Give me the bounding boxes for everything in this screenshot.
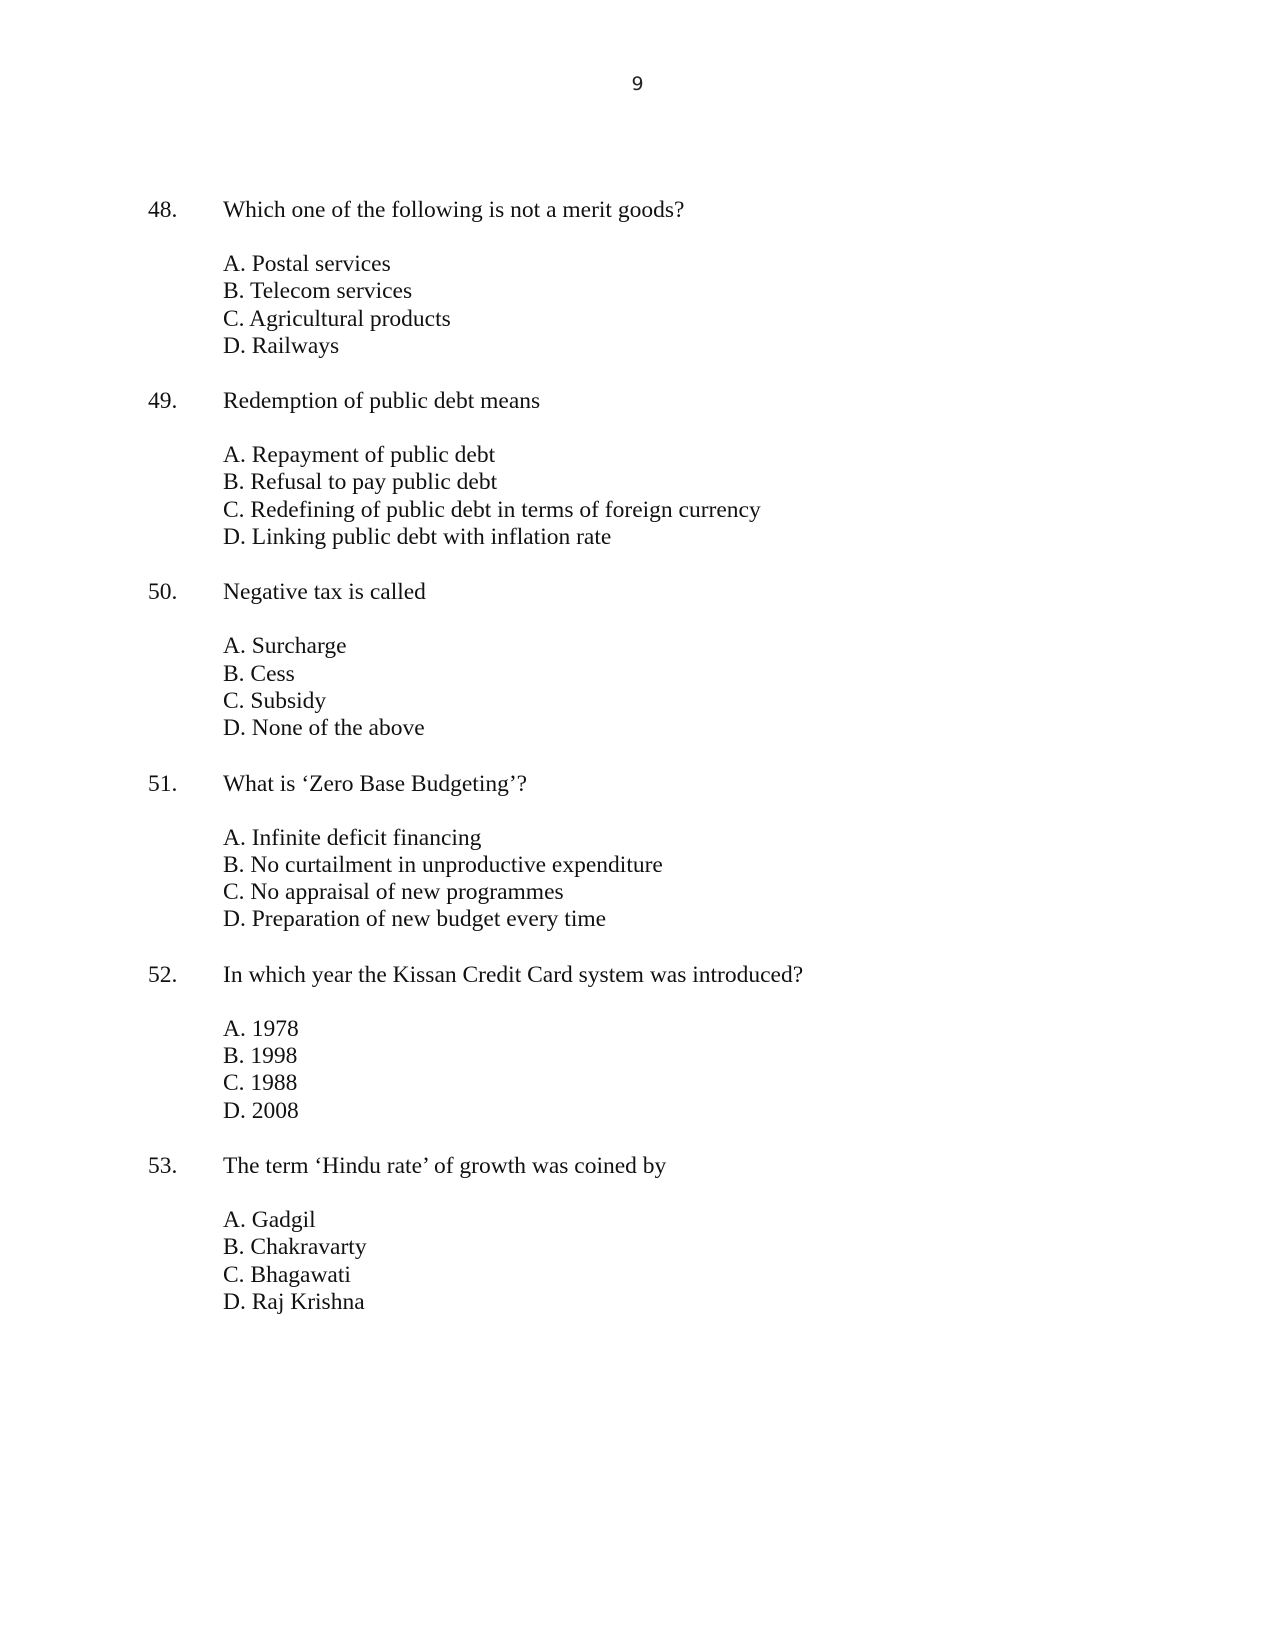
option-d: D. Railways — [223, 332, 340, 359]
option-a: A. Gadgil — [223, 1206, 316, 1233]
question-number: 53. — [148, 1152, 178, 1179]
option-c: C. No appraisal of new programmes — [223, 879, 564, 906]
question-number: 52. — [148, 961, 178, 988]
option-a: A. Infinite deficit financing — [223, 824, 482, 851]
option-list — [223, 825, 1148, 934]
option-list — [223, 251, 1148, 360]
question-51 — [148, 770, 1148, 961]
question-number: 48. — [148, 197, 178, 223]
option-d: D. Raj Krishna — [223, 1288, 365, 1315]
question-text: Negative tax is called — [223, 579, 426, 606]
question-49 — [148, 387, 1148, 578]
option-list — [223, 1207, 1148, 1316]
question-52 — [148, 961, 1148, 1152]
option-c: C. Redefining of public debt in terms of foreign currency — [223, 496, 761, 523]
question-number: 50. — [148, 579, 178, 606]
option-d: D. None of the above — [223, 715, 425, 742]
option-c: C. Bhagawati — [223, 1261, 351, 1288]
question-text: In which year the Kissan Credit Card system was introduced? — [223, 961, 804, 988]
question-number: 49. — [148, 388, 178, 415]
option-b: B. Chakravarty — [223, 1234, 367, 1261]
question-list — [148, 196, 1148, 1343]
option-list — [223, 442, 1148, 551]
option-b: B. Cess — [223, 660, 295, 687]
option-a: A. Surcharge — [223, 633, 347, 660]
question-text: What is ‘Zero Base Budgeting’? — [223, 770, 528, 797]
question-53 — [148, 1152, 1148, 1343]
question-number: 51. — [148, 770, 178, 797]
option-d: D. Linking public debt with inflation rate — [223, 524, 612, 551]
question-text: The term ‘Hindu rate’ of growth was coined by — [223, 1152, 667, 1179]
question-text: Redemption of public debt means — [223, 388, 541, 415]
option-b: B. Telecom services — [223, 278, 413, 305]
option-d: D. 2008 — [223, 1097, 299, 1124]
option-c: C. Agricultural products — [223, 305, 451, 332]
page-number: 9 — [631, 73, 644, 95]
option-c: C. 1988 — [223, 1070, 298, 1097]
option-b: B. No curtailment in unproductive expenditure — [223, 851, 663, 878]
question-text: Which one of the following is not a merit goods? — [223, 197, 685, 223]
option-b: B. 1998 — [223, 1043, 298, 1070]
option-list — [223, 633, 1148, 742]
question-50 — [148, 578, 1148, 769]
option-c: C. Subsidy — [223, 687, 327, 714]
option-a: A. Repayment of public debt — [223, 442, 496, 469]
option-a: A. Postal services — [223, 251, 391, 277]
option-a: A. 1978 — [223, 1015, 299, 1042]
question-48 — [148, 196, 1148, 387]
option-list — [223, 1016, 1148, 1125]
option-d: D. Preparation of new budget every time — [223, 906, 607, 933]
option-b: B. Refusal to pay public debt — [223, 469, 498, 496]
